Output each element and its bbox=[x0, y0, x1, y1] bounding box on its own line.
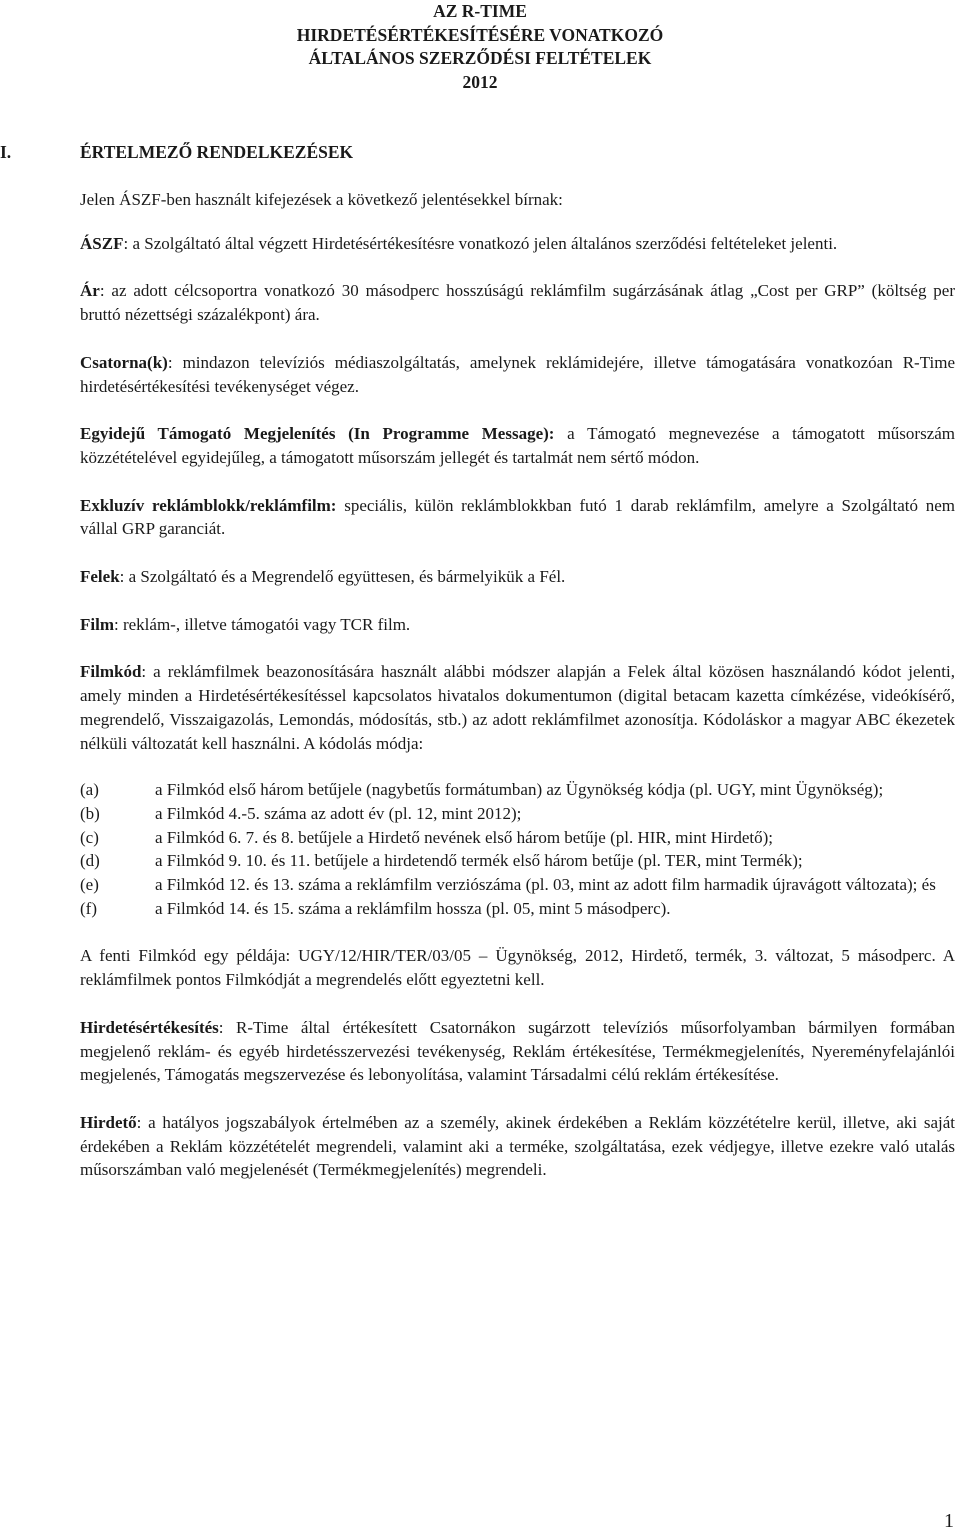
filmkod-example: A fenti Filmkód egy példája: UGY/12/HIR/TER/03/05 – Ügynökség, 2012, Hirdető, termék, 3. változat, 5 másodperc. A reklámfilmek pontos Filmkódját a megrendelés előtt egyeztetni kell. bbox=[80, 946, 955, 990]
definition-felek bbox=[80, 565, 955, 589]
definition-term: Ár bbox=[80, 281, 100, 301]
definition-term: Felek bbox=[80, 567, 120, 587]
section-title: ÉRTELMEZŐ RENDELKEZÉSEK bbox=[80, 142, 354, 162]
page-number: 1 bbox=[944, 1510, 954, 1532]
header-line-3: ÁLTALÁNOS SZERZŐDÉSI FELTÉTELEK bbox=[308, 48, 652, 68]
list-item-text: a Filmkód 14. és 15. száma a reklámfilm hossza (pl. 05, mint 5 másodperc). bbox=[155, 898, 671, 918]
header-line-4: 2012 bbox=[462, 71, 498, 92]
definition-text: speciális, külön reklámblokkban futó 1 darab reklámfilm, amelyre a Szolgáltató nem vállal GRP garanciát. bbox=[80, 495, 955, 539]
list-item-label: (d) bbox=[80, 851, 100, 871]
list-item-text: a Filmkód 9. 10. és 11. betűjele a hirdetendő termék első három betűje (pl. TER, mint Termék); bbox=[155, 851, 803, 871]
list-item bbox=[80, 873, 955, 897]
list-item bbox=[80, 826, 955, 850]
list-item-text: a Filmkód 6. 7. és 8. betűjele a Hirdető nevének első három betűje (pl. HIR, mint Hirdető); bbox=[155, 827, 773, 847]
list-item-text: a Filmkód 12. és 13. száma a reklámfilm verziószáma (pl. 03, mint az adott film harmadik újravágott változata); és bbox=[155, 875, 936, 895]
list-item-label: (b) bbox=[80, 803, 100, 823]
section-number: I. bbox=[0, 142, 12, 162]
definition-term: Film bbox=[80, 614, 114, 634]
list-item bbox=[80, 897, 955, 921]
definition-term: Egyidejű Támogató Megjelenítés (In Programme Message): bbox=[80, 424, 555, 444]
definition-text: : az adott célcsoportra vonatkozó 30 másodperc hosszúságú reklámfilm sugárzásának átlag „Cost per GRP” (költség per bruttó nézettségi százalékpont) ára. bbox=[80, 281, 955, 325]
definition-term: ÁSZF bbox=[80, 233, 124, 253]
definition-hirdetesertekesites bbox=[80, 1016, 955, 1087]
definition-text: : reklám-, illetve támogatói vagy TCR film. bbox=[114, 614, 411, 634]
definition-text: a Támogató megnevezése a támogatott műsorszám közzétételével egyidejűleg, a támogatott műsorszám jellegét és tartalmát nem sértő módon. bbox=[80, 424, 956, 467]
definition-term: Hirdető bbox=[80, 1112, 137, 1132]
intro-paragraph: Jelen ÁSZF-ben használt kifejezések a következő jelentésekkel bírnak: bbox=[80, 190, 563, 209]
definition-film bbox=[80, 613, 955, 637]
list-item bbox=[80, 849, 955, 873]
list-item-text: a Filmkód első három betűjele (nagybetűs formátumban) az Ügynökség kódja (pl. UGY, mint Ügynökség); bbox=[155, 780, 884, 800]
document-header bbox=[0, 0, 960, 94]
definition-csatorna bbox=[80, 351, 955, 398]
list-item-text: a Filmkód 4.-5. száma az adott év (pl. 12, mint 2012); bbox=[155, 803, 522, 823]
list-item-label: (f) bbox=[80, 898, 97, 918]
definition-text: : a hatályos jogszabályok értelmében az a személy, akinek érdekében a Reklám közzétételre kerül, illetve, aki saját érdekében a Reklám közzétételét megrendeli, valamint aki a terméke, szolgáltatása, ezek védjegye, illetve ezekre való utalás műsorszámban való megjelenését (Termékmegjelenítés) megrendeli. bbox=[80, 1112, 955, 1180]
definition-term: Csatorna(k) bbox=[80, 352, 168, 372]
definition-text: : a Szolgáltató és a Megrendelő együttesen, és bármelyikük a Fél. bbox=[119, 567, 566, 587]
header-line-2: HIRDETÉSÉRTÉKESÍTÉSÉRE VONATKOZÓ bbox=[296, 24, 664, 45]
definition-term: Filmkód bbox=[80, 662, 142, 682]
list-item-label: (e) bbox=[80, 875, 99, 895]
definition-aszf bbox=[80, 232, 955, 256]
definition-text: : mindazon televíziós médiaszolgáltatás, amelynek reklámidejére, illetve támogatására vonatkozóan R-Time hirdetésértékesítési tevékenységet végez. bbox=[80, 352, 955, 396]
definition-text: : a reklámfilmek beazonosítására használt alábbi módszer alapján a Felek által közösen használandó kódot jelenti, amely minden a Hirdetésértékesítéssel kapcsolatos hivatalos dokumentumon (digital betacam kazetta címkézése, videókísérő, megrendelő, Visszaigazolás, Lemondás, módosítás, stb.) az adott reklámfilmet azonosítja. Kódoláskor a magyar ABC ékezetek nélküli változatát kell használni. A kódolás módja: bbox=[80, 662, 955, 753]
definition-exkluziv bbox=[80, 494, 955, 541]
document-body bbox=[80, 140, 955, 1182]
definition-term: Exkluzív reklámblokk/reklámfilm: bbox=[80, 495, 337, 515]
definition-text: : R-Time által értékesített Csatornákon sugárzott televíziós műsorfolyamban bármilyen formában megjelenő reklám- és egyéb hirdetésszervezési tevékenység, Reklám értékesítése, Termékmegjelenítés, Nyereményfelajánlói megjelenés, Támogatás megszervezése és lebonyolítása, valamint Társadalmi célú reklám értékesítése. bbox=[80, 1017, 955, 1085]
header-line-1: AZ R-TIME bbox=[433, 1, 527, 21]
list-item bbox=[80, 802, 955, 826]
filmkod-list bbox=[80, 778, 955, 920]
list-item-label: (a) bbox=[80, 780, 99, 800]
definition-filmkod bbox=[80, 660, 955, 755]
definition-egyideju bbox=[80, 422, 955, 469]
definition-text: : a Szolgáltató által végzett Hirdetésértékesítésre vonatkozó jelen általános szerződési feltételeket jelenti. bbox=[123, 233, 838, 253]
definition-ar bbox=[80, 279, 955, 326]
list-item-label: (c) bbox=[80, 827, 99, 847]
list-item bbox=[80, 778, 955, 802]
definition-term: Hirdetésértékesítés bbox=[80, 1017, 219, 1037]
definition-hirdeto bbox=[80, 1111, 955, 1182]
